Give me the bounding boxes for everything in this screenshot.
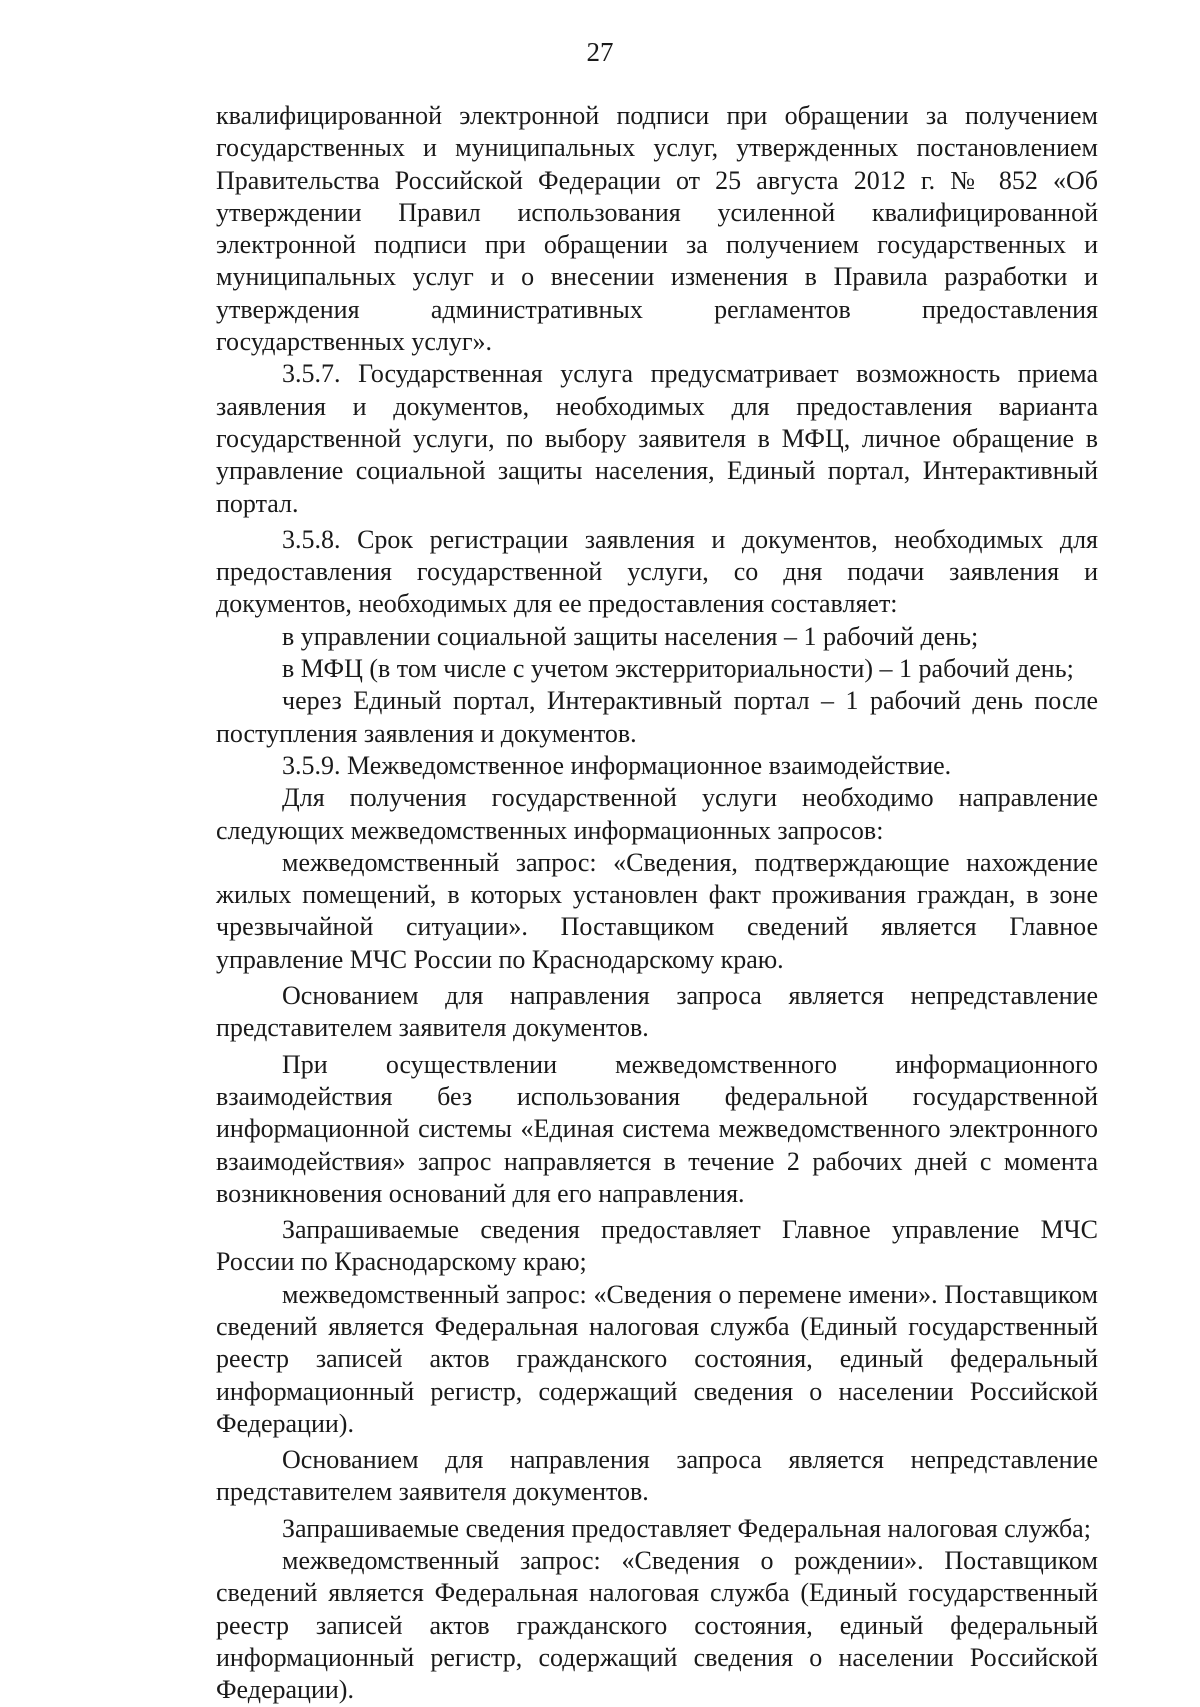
paragraph-basis-2: Основанием для направления запроса является непредставление представителем заявителя документов.: [216, 1445, 1098, 1507]
paragraph-term-social-protection: в управлении социальной защиты населения – 1 рабочий день;: [282, 621, 979, 651]
paragraph-3-5-8: 3.5.8. Срок регистрации заявления и документов, необходимых для предоставления государственной услуги, со дня подачи заявления и документов, необходимых для ее предоставления составляет:: [216, 524, 1098, 619]
paragraph-request-name-change: межведомственный запрос: «Сведения о перемене имени». Поставщиком сведений является Федеральная налоговая служба (Единый государственный реестр записей актов гражданского состояния, единый федеральный информационный регистр, содержащий сведения о населении Российской Федерации).: [216, 1279, 1098, 1438]
paragraph-request-emergency-zone: межведомственный запрос: «Сведения, подтверждающие нахождение жилых помещений, в которых установлен факт проживания граждан, в зоне чрезвычайной ситуации». Поставщиком сведений является Главное управление МЧС России по Краснодарскому краю.: [216, 847, 1098, 974]
body-text: [216, 100, 1098, 1707]
paragraph-interaction-without-system: При осуществлении межведомственного информационного взаимодействия без использования федеральной государственной информационной системы «Единая система межведомственного электронного взаимодействия» запрос направляется в течение 2 рабочих дней с момента возникновения оснований для его направления.: [216, 1049, 1098, 1208]
paragraph-continuation: квалифицированной электронной подписи при обращении за получением государственных и муниципальных услуг, утвержденных постановлением Правительства Российской Федерации от 25 августа 2012 г. № 852 «Об утверждении Правил использования усиленной квалифицированной электронной подписи при обращении за получением государственных и муниципальных услуг и о внесении изменения в Правила разработки и утверждения административных регламентов предоставления государственных услуг».: [216, 101, 1098, 357]
paragraph-request-birth: межведомственный запрос: «Сведения о рождении». Поставщиком сведений является Федеральная налоговая служба (Единый государственный реестр записей актов гражданского состояния, единый федеральный информационный регистр, содержащий сведения о населении Российской Федерации).: [216, 1546, 1098, 1705]
page-number: 27: [586, 37, 614, 67]
paragraph-3-5-7: 3.5.7. Государственная услуга предусматривает возможность приема заявления и документов, необходимых для предоставления варианта государственной услуги, по выбору заявителя в МФЦ, личное обращение в управление социальной защиты населения, Единый портал, Интерактивный портал.: [216, 359, 1098, 518]
paragraph-requests-intro: Для получения государственной услуги необходимо направление следующих межведомственных информационных запросов:: [216, 783, 1098, 845]
paragraph-provider-fns: Запрашиваемые сведения предоставляет Федеральная налоговая служба;: [282, 1513, 1091, 1543]
paragraph-provider-mchs: Запрашиваемые сведения предоставляет Главное управление МЧС России по Краснодарскому краю;: [216, 1215, 1098, 1277]
paragraph-basis-1: Основанием для направления запроса является непредставление представителем заявителя документов.: [216, 981, 1098, 1043]
paragraph-term-portal: через Единый портал, Интерактивный портал – 1 рабочий день после поступления заявления и документов.: [216, 686, 1098, 748]
paragraph-term-mfc: в МФЦ (в том числе с учетом экстерриториальности) – 1 рабочий день;: [282, 654, 1074, 684]
paragraph-3-5-9: 3.5.9. Межведомственное информационное взаимодействие.: [282, 750, 952, 780]
